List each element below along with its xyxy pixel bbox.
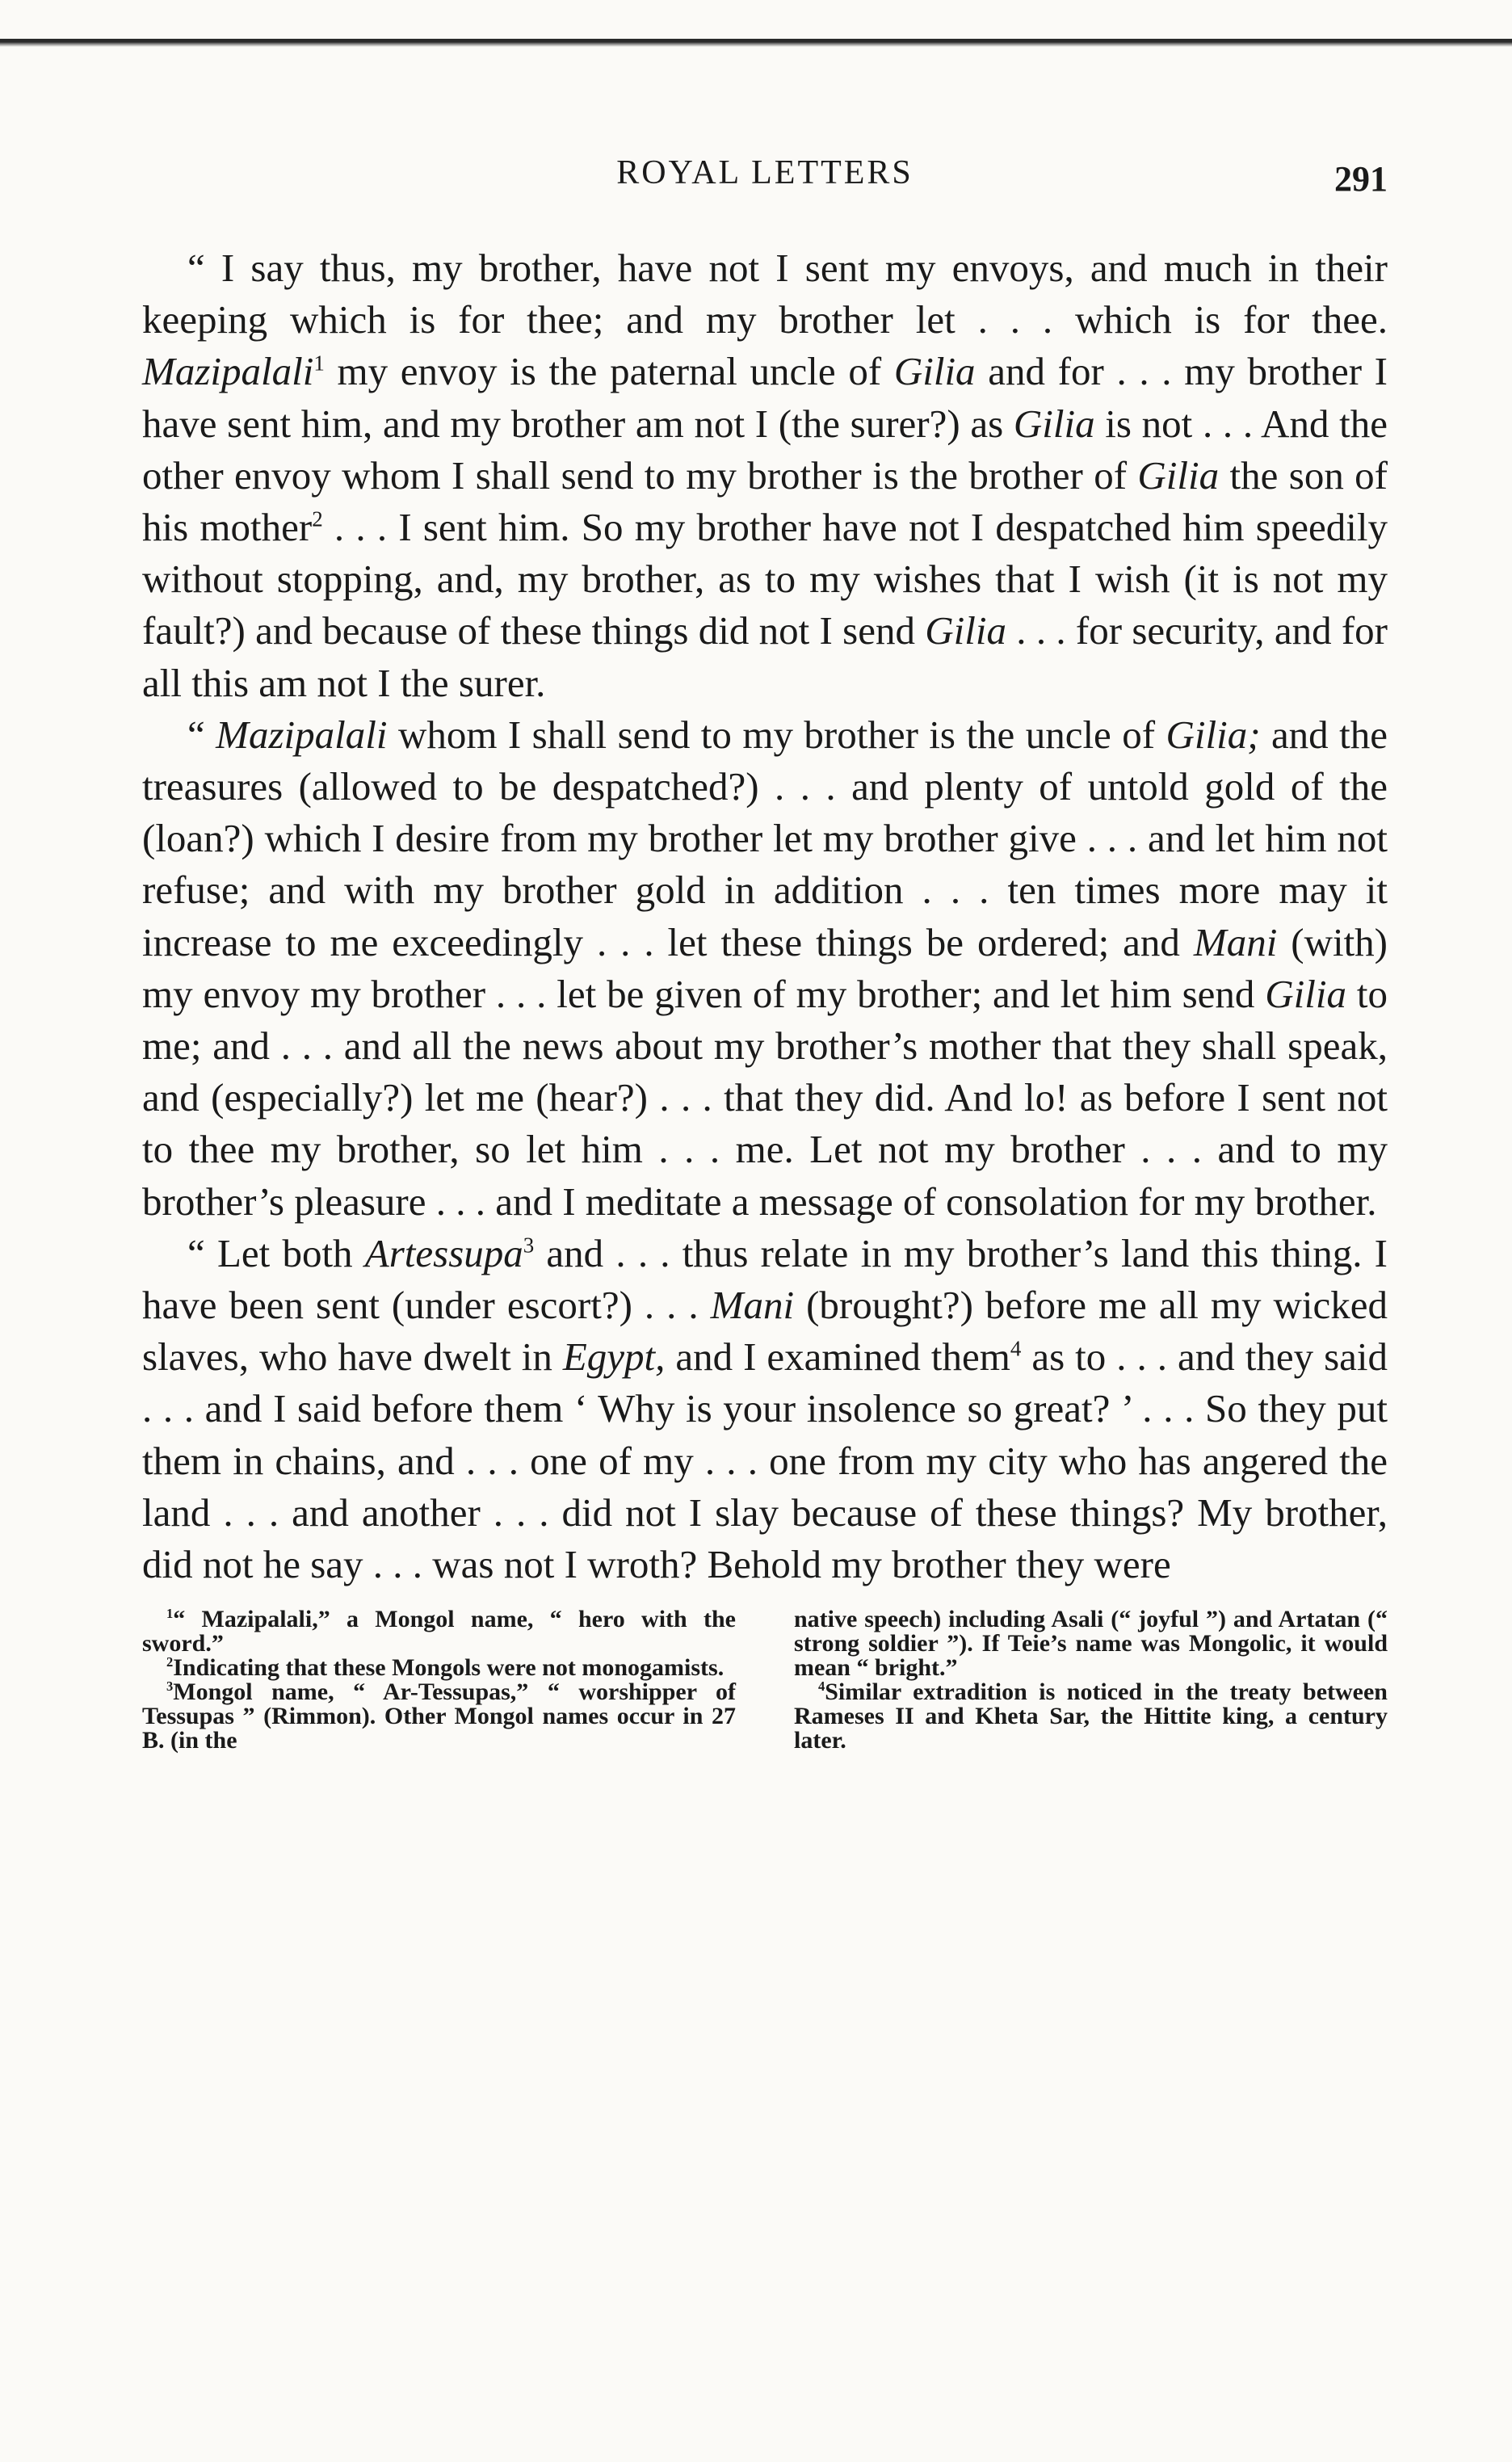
footnote-3 — [142, 1680, 736, 1753]
footnote-text: Similar extradition is noticed in the treaty between Rameses II and Kheta Sar, the Hittite king, a century later. — [794, 1678, 1388, 1754]
name-gilia: Gilia — [893, 349, 976, 394]
name-gilia: Gilia — [1265, 971, 1347, 1016]
name-gilia: Gilia — [1013, 401, 1095, 446]
footnote-text: Indicating that these Mongols were not monogamists. — [173, 1654, 724, 1681]
footnote-text: native speech) including Asali (“ joyful ”) and Artatan (“ strong soldier ”). If Teie’s name was Mongolic, it would mean “ bright.” — [794, 1606, 1388, 1681]
body-text — [142, 242, 1388, 1590]
name-mani: Mani — [710, 1283, 795, 1328]
footnotes — [142, 1607, 1388, 1753]
text-run: is not . . . And the other envoy whom I shall send to my brother is the brother of — [142, 401, 1388, 498]
text-run: (brought?) before me all my wicked slaves, who have dwelt in — [142, 1283, 1388, 1380]
page-header — [142, 153, 1388, 202]
footnote-ref-1: 1 — [313, 351, 325, 376]
footnotes-left-column — [142, 1607, 736, 1753]
footnote-number: 2 — [166, 1654, 174, 1670]
text-run: and for . . . my brother I have sent him, and my brother am not I (the surer?) as — [142, 349, 1388, 446]
text-run: to me; and . . . and all the news about my brother’s mother that they shall speak, and (especially?) let me (hear?) . . . that they did. And lo! as before I sent not to thee my brother, so let him . . . me. Let not my brother . . . and to my brother’s pleasure . . . and I meditate a message of consolation for my brother. — [142, 971, 1388, 1224]
page-number: 291 — [1334, 159, 1388, 199]
text-run: and . . . thus relate in my brother’s land this thing. I have been sent (under escort?) . . . — [142, 1230, 1388, 1328]
paragraph-2 — [142, 709, 1388, 1228]
paragraph-1 — [142, 242, 1388, 709]
text-run: (with) my envoy my brother . . . let be given of my brother; and let him send — [142, 919, 1388, 1016]
footnote-2 — [142, 1656, 736, 1680]
text-run: . . . for security, and for all this am not I the surer. — [142, 608, 1388, 705]
text-run: whom I shall send to my brother is the uncle of — [387, 712, 1166, 757]
name-artessupa: Artessupa — [364, 1230, 523, 1275]
footnote-number: 3 — [166, 1678, 174, 1694]
name-mazipalali: Mazipalali — [216, 712, 388, 757]
footnote-number: 1 — [166, 1606, 174, 1621]
text-run: my envoy is the paternal uncle of — [324, 349, 894, 394]
footnote-4 — [794, 1680, 1388, 1753]
text-run: “ I say thus, my brother, have not I sent my envoys, and much in their keeping which is for thee; and my brother let . . . which is for thee. — [142, 246, 1388, 342]
text-run: and I examined them — [665, 1334, 1010, 1380]
paragraph-3 — [142, 1228, 1388, 1590]
footnote-3-continued — [794, 1607, 1388, 1680]
text-run: “ Let both — [187, 1230, 365, 1275]
running-head: ROYAL LETTERS — [616, 154, 914, 191]
footnote-text: Mongol name, “ Ar-Tessupas,” “ worshipper of Tessupas ” (Rimmon). Other Mongol names occur in 27 B. (in the — [142, 1678, 736, 1754]
text-run: the son of his mother — [142, 452, 1388, 550]
top-edge-rule — [0, 39, 1512, 47]
footnote-number: 4 — [818, 1678, 825, 1694]
text-run: and the treasures (allowed to be despatched?) . . . and plenty of untold gold of the (loan?) which I desire from my brother let my brother give . . . and let him not refuse; and with my brother gold in addition . . . ten times more may it increase to me exceedingly . . . let these things be ordered; and — [142, 712, 1388, 964]
footnote-ref-4: 4 — [1010, 1336, 1022, 1361]
text-run: as to . . . and they said . . . and I said before them ‘ Why is your insolence so great? ’ . . . So they put them in chains, and . . . one of my . . . one from my city who has angered the land . . . and another . . . did not I slay because of these things? My brother, did not he say . . . was not I wroth? Behold my brother they were — [142, 1334, 1388, 1587]
name-gilia: Gilia — [925, 608, 1006, 653]
name-mazipalali: Mazipalali — [142, 349, 314, 394]
name-gilia: Gilia — [1137, 452, 1220, 498]
name-egypt: Egypt, — [562, 1334, 666, 1380]
text-run: “ — [187, 712, 216, 757]
footnote-1 — [142, 1607, 736, 1656]
footnotes-right-column — [794, 1607, 1388, 1753]
text-run: . . . I sent him. So my brother have not I despatched him speedily without stopping, and, my brother, as to my wishes that I wish (it is not my fault?) and because of these things did not I send — [142, 505, 1388, 653]
footnote-ref-2: 2 — [312, 506, 323, 531]
footnote-ref-3: 3 — [523, 1233, 535, 1258]
name-gilia: Gilia; — [1166, 712, 1261, 757]
name-mani: Mani — [1193, 919, 1278, 964]
footnote-text: “ Mazipalali,” a Mongol name, “ hero with the sword.” — [142, 1606, 736, 1657]
